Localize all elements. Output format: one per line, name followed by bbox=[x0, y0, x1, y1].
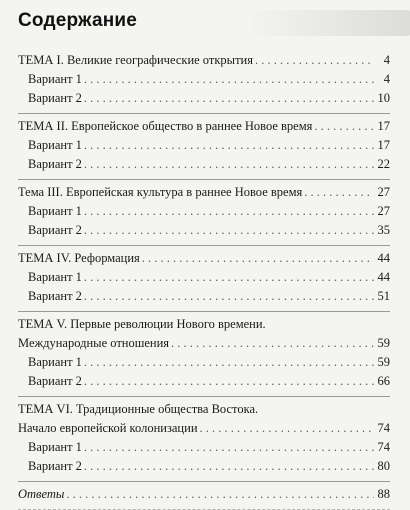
leader-dots bbox=[142, 249, 374, 268]
leader-dots bbox=[84, 353, 374, 372]
toc-subentry-title: Вариант 2 bbox=[28, 157, 82, 171]
leader-dots bbox=[84, 221, 374, 240]
toc-subentry[interactable] bbox=[18, 136, 390, 155]
toc-subentry-page: 27 bbox=[377, 204, 390, 218]
toc-subentry-page: 10 bbox=[377, 91, 390, 105]
toc-entry-continuation[interactable] bbox=[18, 334, 390, 353]
toc-section-5 bbox=[18, 312, 390, 397]
toc-subentry-page: 74 bbox=[377, 440, 390, 454]
toc-subentry-page: 51 bbox=[377, 289, 390, 303]
leader-dots bbox=[84, 202, 374, 221]
toc-entry-title: ТЕМА II. Европейское общество в раннее Новое время bbox=[18, 119, 313, 133]
toc-entry-page: 74 bbox=[377, 421, 390, 435]
toc-subentry-page: 80 bbox=[377, 459, 390, 473]
bleed-through-shadow bbox=[245, 10, 410, 36]
toc-subentry[interactable] bbox=[18, 70, 390, 89]
toc-subentry-title: Вариант 2 bbox=[28, 289, 82, 303]
leader-dots bbox=[84, 372, 374, 391]
toc-subentry-page: 35 bbox=[377, 223, 390, 237]
leader-dots bbox=[84, 287, 374, 306]
leader-dots bbox=[304, 183, 374, 202]
toc-subentry-page: 22 bbox=[377, 157, 390, 171]
toc-section-3 bbox=[18, 180, 390, 246]
toc-subentry-page: 4 bbox=[383, 72, 390, 86]
table-of-contents bbox=[18, 48, 390, 510]
toc-entry-page: 27 bbox=[377, 185, 390, 199]
toc-entry-page: 17 bbox=[377, 119, 390, 133]
leader-dots bbox=[84, 136, 374, 155]
toc-subentry-page: 66 bbox=[377, 374, 390, 388]
toc-subentry-title: Вариант 2 bbox=[28, 91, 82, 105]
toc-entry-title: ТЕМА V. Первые революции Нового времени. bbox=[18, 317, 266, 331]
leader-dots bbox=[314, 117, 374, 136]
toc-subentry[interactable] bbox=[18, 221, 390, 240]
toc-entry[interactable] bbox=[18, 249, 390, 268]
toc-entry-title: ТЕМА VI. Традиционные общества Востока. bbox=[18, 402, 259, 416]
toc-section-4 bbox=[18, 246, 390, 312]
leader-dots bbox=[84, 70, 374, 89]
toc-subentry-title: Вариант 2 bbox=[28, 223, 82, 237]
toc-section-1 bbox=[18, 48, 390, 114]
leader-dots bbox=[84, 268, 374, 287]
toc-entry-page: 44 bbox=[377, 251, 390, 265]
toc-subentry-title: Вариант 1 bbox=[28, 72, 82, 86]
leader-dots bbox=[66, 485, 374, 504]
toc-entry-title: Тема III. Европейская культура в раннее Новое время bbox=[18, 185, 303, 199]
toc-entry[interactable] bbox=[18, 400, 390, 419]
answers-page: 88 bbox=[377, 487, 390, 501]
toc-subentry-title: Вариант 1 bbox=[28, 204, 82, 218]
toc-entry[interactable] bbox=[18, 183, 390, 202]
toc-subentry[interactable] bbox=[18, 202, 390, 221]
toc-subentry-page: 17 bbox=[377, 138, 390, 152]
leader-dots bbox=[84, 457, 374, 476]
toc-entry-title-cont: Международные отношения bbox=[18, 336, 170, 350]
answers-title: Ответы bbox=[18, 487, 65, 501]
leader-dots bbox=[84, 89, 374, 108]
toc-subentry-title: Вариант 1 bbox=[28, 355, 82, 369]
toc-entry-title-cont: Начало европейской колонизации bbox=[18, 421, 198, 435]
toc-entry[interactable] bbox=[18, 315, 390, 334]
leader-dots bbox=[171, 334, 374, 353]
toc-subentry[interactable] bbox=[18, 438, 390, 457]
toc-subentry-title: Вариант 1 bbox=[28, 440, 82, 454]
page-title: Содержание bbox=[18, 10, 138, 31]
toc-section-6 bbox=[18, 397, 390, 482]
toc-subentry-title: Вариант 1 bbox=[28, 270, 82, 284]
leader-dots bbox=[255, 51, 374, 70]
toc-entry-page: 59 bbox=[377, 336, 390, 350]
toc-subentry-title: Вариант 1 bbox=[28, 138, 82, 152]
leader-dots bbox=[84, 155, 374, 174]
toc-entry-page: 4 bbox=[383, 53, 390, 67]
toc-subentry-title: Вариант 2 bbox=[28, 374, 82, 388]
toc-subentry[interactable] bbox=[18, 353, 390, 372]
toc-entry-answers[interactable] bbox=[18, 485, 390, 504]
toc-subentry-page: 44 bbox=[377, 270, 390, 284]
toc-entry-title: ТЕМА IV. Реформация bbox=[18, 251, 140, 265]
toc-subentry[interactable] bbox=[18, 268, 390, 287]
toc-subentry[interactable] bbox=[18, 287, 390, 306]
toc-section-2 bbox=[18, 114, 390, 180]
toc-entry[interactable] bbox=[18, 51, 390, 70]
toc-subentry[interactable] bbox=[18, 457, 390, 476]
leader-dots bbox=[200, 419, 374, 438]
leader-dots bbox=[84, 438, 374, 457]
toc-subentry[interactable] bbox=[18, 155, 390, 174]
toc-answers bbox=[18, 482, 390, 510]
toc-entry-continuation[interactable] bbox=[18, 419, 390, 438]
toc-subentry-title: Вариант 2 bbox=[28, 459, 82, 473]
toc-subentry[interactable] bbox=[18, 372, 390, 391]
toc-subentry[interactable] bbox=[18, 89, 390, 108]
toc-entry-title: ТЕМА I. Великие географические открытия bbox=[18, 53, 253, 67]
toc-entry[interactable] bbox=[18, 117, 390, 136]
toc-subentry-page: 59 bbox=[377, 355, 390, 369]
